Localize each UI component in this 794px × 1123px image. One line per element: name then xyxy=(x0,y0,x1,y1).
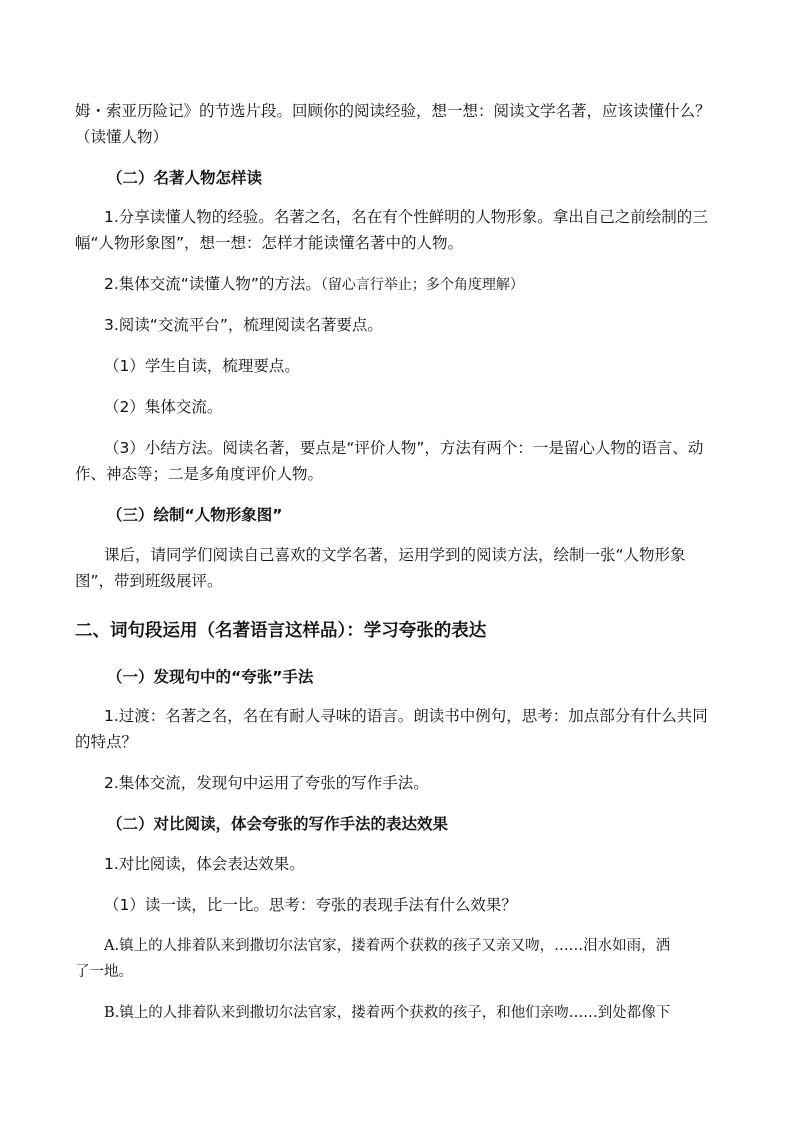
paragraph-line: （3）小结方法。阅读名著，要点是“评价人物”，方法有两个：一是留心人物的语言、动 xyxy=(104,439,704,457)
paragraph-line: 1.分享读懂人物的经验。名著之名，名在有个性鲜明的人物形象。拿出自己之前绘制的三 xyxy=(104,208,708,226)
paragraph-line: 1.过渡：名著之名，名在有耐人寻味的语言。朗读书中例句，思考：加点部分有什么共同 xyxy=(104,707,708,725)
paragraph-line: 1.对比阅读，体会表达效果。 xyxy=(104,855,305,873)
paragraph-line: 幅“人物形象图”，想一想：怎样才能读懂名著中的人物。 xyxy=(75,234,464,252)
paragraph-line: 2.集体交流，发现句中运用了夸张的写作手法。 xyxy=(104,774,429,792)
paragraph-line: （1）读一读，比一比。思考：夸张的表现手法有什么效果？ xyxy=(104,896,517,914)
paragraph-line: 姆・索亚历险记》的节选片段。回顾你的阅读经验，想一想：阅读文学名著，应该读懂什么？ xyxy=(75,102,711,120)
section-heading: （一）发现句中的“夸张”手法 xyxy=(107,668,314,686)
paragraph-line: （1）学生自读，梳理要点。 xyxy=(104,357,300,375)
example-sentence-a-cont: 了一地。 xyxy=(75,964,133,980)
paragraph-line: 图”，带到班级展评。 xyxy=(75,572,223,590)
chapter-heading: 二、词句段运用（名著语言这样品）：学习夸张的表达 xyxy=(75,621,487,641)
section-heading: （三）绘制“人物形象图” xyxy=(107,506,283,524)
paragraph-line: 课后，请同学们阅读自己喜欢的文学名著，运用学到的阅读方法，绘制一张“人物形象 xyxy=(104,546,686,564)
paragraph-line: 作、神态等；二是多角度评价人物。 xyxy=(75,465,324,483)
method-note: （留心言行举止；多个角度理解） xyxy=(320,277,524,293)
paragraph-line xyxy=(104,272,764,297)
paragraph-line: 的特点？ xyxy=(75,733,138,751)
paragraph-line: （2）集体交流。 xyxy=(104,398,223,416)
paragraph-line: 3.阅读“交流平台”，梳理阅读名著要点。 xyxy=(104,316,383,334)
method-text: 2.集体交流“读懂人物”的方法。 xyxy=(104,275,321,293)
section-heading: （二）对比阅读，体会夸张的写作手法的表达效果 xyxy=(107,815,449,833)
example-sentence-b: B.镇上的人排着队来到撒切尔法官家，搂着两个获救的孩子，和他们亲吻……到处都像下 xyxy=(104,1005,671,1021)
section-heading: （二）名著人物怎样读 xyxy=(107,169,263,187)
paragraph-line: （读懂人物） xyxy=(75,128,169,146)
example-sentence-a: A.镇上的人排着队来到撒切尔法官家，搂着两个获救的孩子又亲又吻，……泪水如雨，洒 xyxy=(104,938,671,954)
